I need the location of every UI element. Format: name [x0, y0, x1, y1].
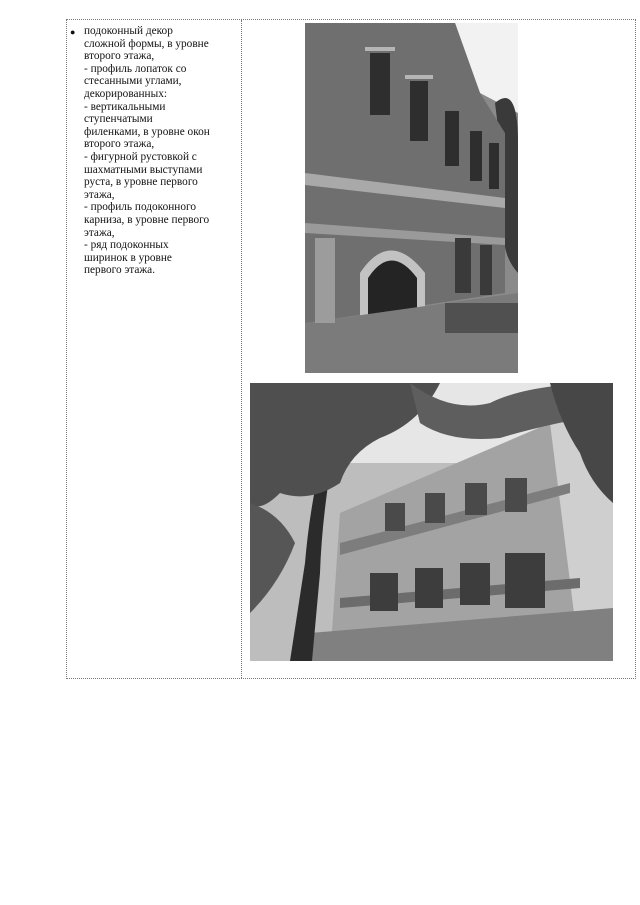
text-line: сложной формы, в уровне: [84, 37, 209, 50]
text-line: карниза, в уровне первого: [84, 213, 210, 226]
description-cell: [71, 25, 237, 277]
bullet-icon: ●: [70, 27, 76, 37]
text-line: - профиль подоконного: [84, 201, 196, 214]
text-line: руста, в уровне первого: [84, 176, 198, 189]
text-line: подоконный декор: [84, 25, 173, 37]
document-table: [66, 19, 636, 679]
text-line: второго этажа,: [84, 138, 155, 151]
text-line: второго этажа,: [84, 50, 155, 63]
text-line: декорированных:: [84, 87, 167, 100]
text-line: - профиль лопаток со: [84, 62, 187, 75]
text-line: этажа,: [84, 188, 115, 201]
building-facade-trees-photo: [250, 383, 613, 661]
column-divider: [241, 20, 242, 678]
text-line: - ряд подоконных: [84, 239, 169, 252]
text-line: первого этажа.: [84, 264, 156, 277]
text-line: филенками, в уровне окон: [84, 125, 210, 138]
text-line: стесанными углами,: [84, 75, 182, 88]
text-line: этажа,: [84, 226, 115, 239]
text-line: ширинок в уровне: [84, 251, 172, 264]
text-line: ступенчатыми: [84, 113, 153, 126]
text-line: шахматными выступами: [84, 163, 203, 176]
text-line: - вертикальными: [84, 100, 166, 113]
building-facade-arch-photo: [305, 23, 518, 373]
text-line: - фигурной рустовкой с: [84, 150, 197, 163]
